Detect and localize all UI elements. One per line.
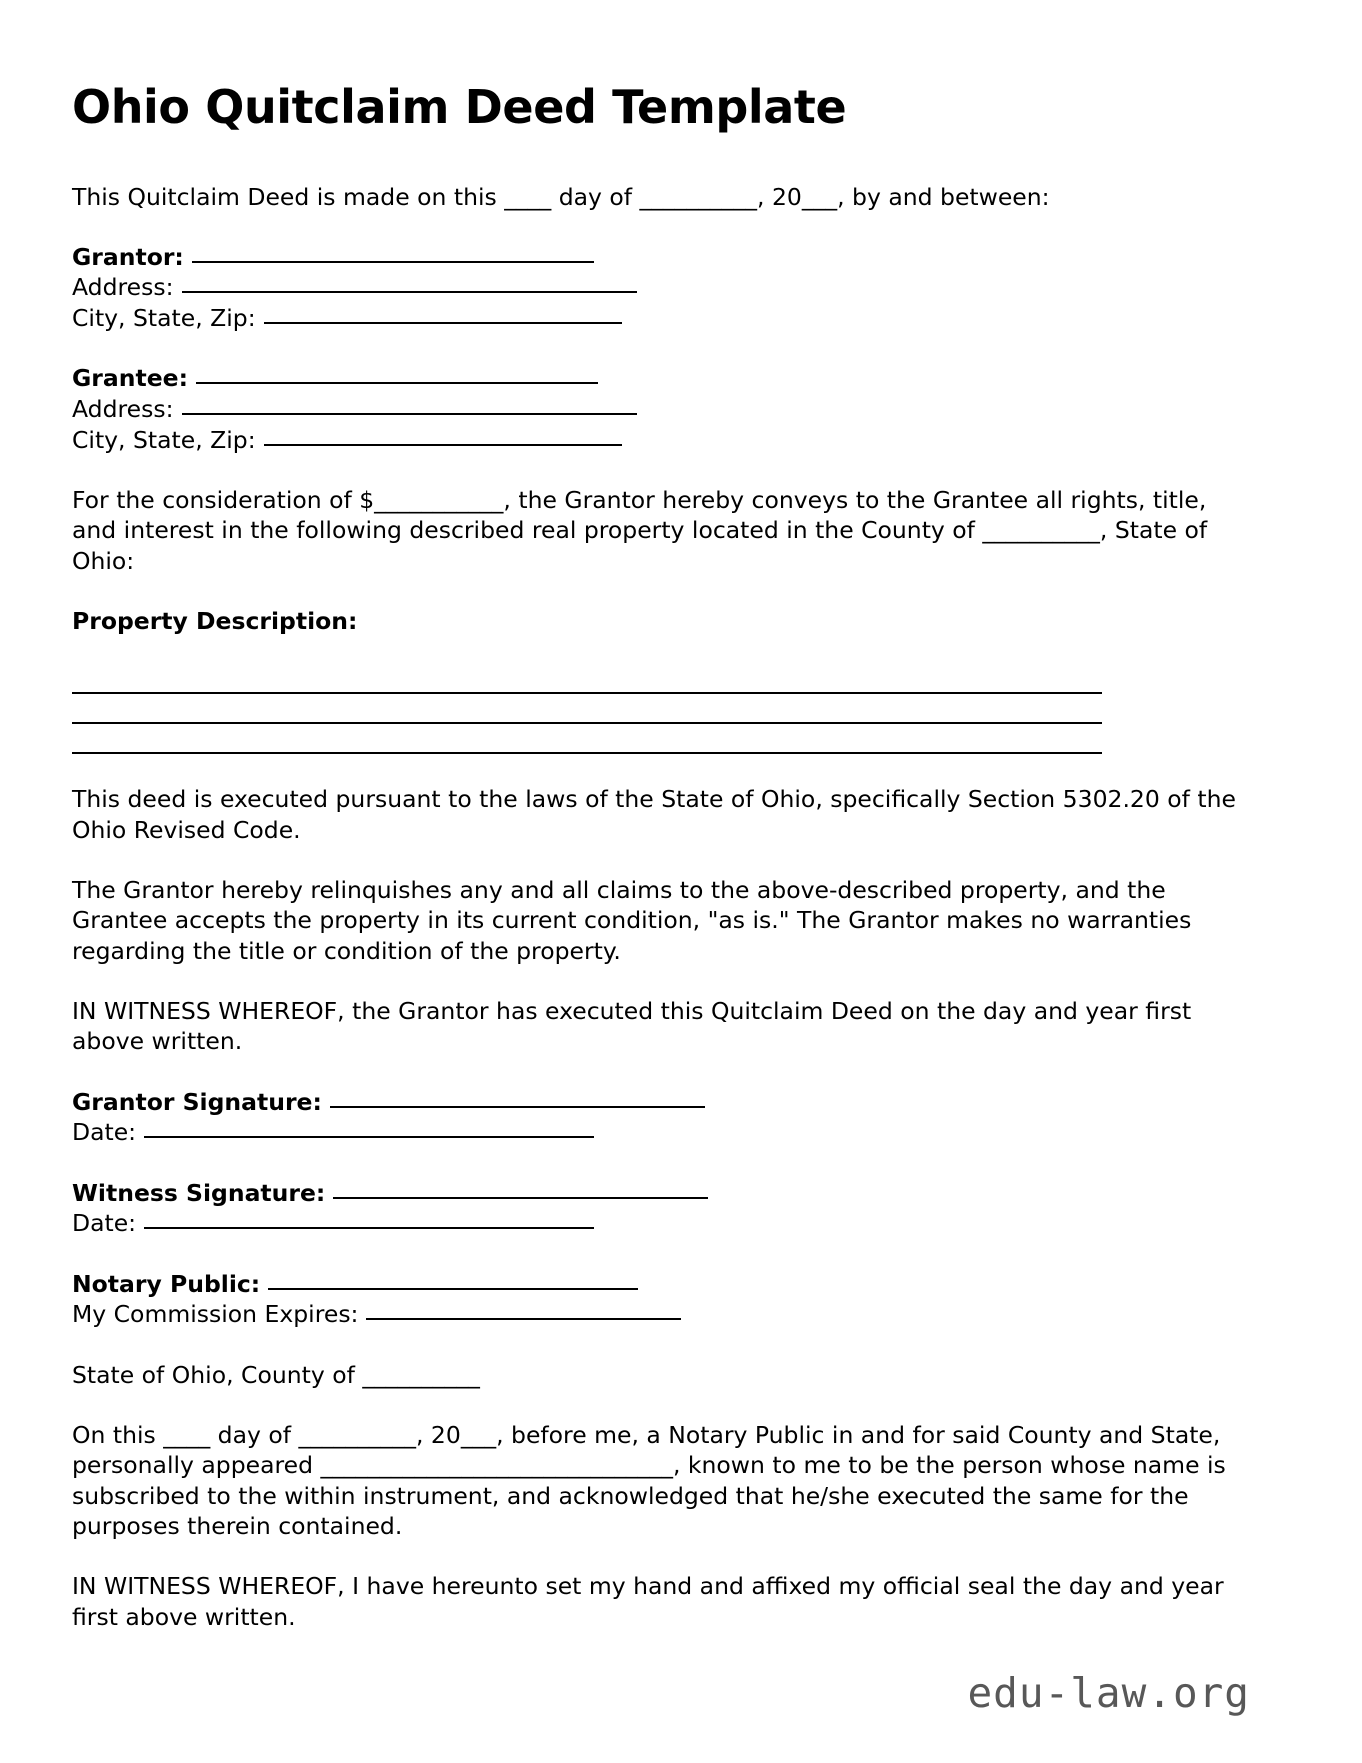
property-description-line-3[interactable]	[72, 752, 1102, 754]
grantor-address-input[interactable]	[182, 291, 637, 293]
grantee-citystatezip-label: City, State, Zip:	[72, 425, 256, 454]
property-description-line-2[interactable]	[72, 722, 1102, 724]
grantor-address-label: Address:	[72, 273, 174, 302]
witness-date-label: Date:	[72, 1209, 137, 1238]
witness-whereof-grantor-paragraph: IN WITNESS WHEREOF, the Grantor has executed this Quitclaim Deed on the day and year first above written.	[72, 996, 1192, 1056]
page-title: Ohio Quitclaim Deed Template	[72, 80, 847, 134]
grantor-name-input[interactable]	[192, 261, 594, 263]
witness-whereof-notary-paragraph: IN WITNESS WHEREOF, I have hereunto set my hand and affixed my official seal the day and year first above written.	[72, 1572, 1224, 1631]
grantor-address-row	[72, 272, 1244, 303]
witness-signature-row	[72, 1178, 1244, 1209]
relinquish-paragraph: The Grantor hereby relinquishes any and all claims to the above-described property, and the Grantee accepts the property in its current condition, "as is." The Grantor makes no warranties regarding the title or condition of the property.	[72, 875, 1192, 965]
witness-signature-block	[72, 1178, 1244, 1239]
notary-public-block	[72, 1269, 1244, 1330]
grantor-date-label: Date:	[72, 1118, 137, 1147]
notary-public-label: Notary Public:	[72, 1269, 261, 1298]
grantee-citystatezip-input[interactable]	[264, 444, 622, 446]
grantor-signature-block	[72, 1087, 1244, 1148]
property-description-heading: Property Description:	[72, 607, 358, 636]
grantee-address-row	[72, 394, 1244, 425]
grantor-signature-label: Grantor Signature:	[72, 1087, 322, 1116]
grantor-date-row	[72, 1117, 1244, 1148]
grantee-citystatezip-row	[72, 425, 1244, 456]
grantor-block	[72, 242, 1244, 334]
commission-expires-row	[72, 1299, 1244, 1330]
grantee-address-label: Address:	[72, 395, 174, 424]
grantor-citystatezip-row	[72, 303, 1244, 334]
grantor-name-row	[72, 242, 1244, 273]
grantee-name-row	[72, 363, 1244, 394]
grantor-signature-input[interactable]	[330, 1106, 705, 1108]
grantor-name-label: Grantor:	[72, 242, 184, 271]
grantor-date-input[interactable]	[144, 1136, 594, 1138]
grantee-name-label: Grantee:	[72, 364, 188, 393]
notary-acknowledgment-paragraph: On this ____ day of __________, 20___, before me, a Notary Public in and for said County and State, personally appeared ______________________________, known to me to be the person whose name is subscribed to the within instrument, and acknowledged that he/she executed the same for the purposes therein contained.	[72, 1421, 1226, 1541]
notary-public-row	[72, 1269, 1244, 1300]
notary-public-input[interactable]	[268, 1288, 638, 1290]
witness-signature-input[interactable]	[333, 1197, 708, 1199]
grantor-citystatezip-label: City, State, Zip:	[72, 303, 256, 332]
consideration-paragraph: For the consideration of $___________, the Grantor hereby conveys to the Grantee all rights, title, and interest in the following described real property located in the County of __________, State of Ohio:	[72, 486, 1208, 575]
statute-paragraph: This deed is executed pursuant to the laws of the State of Ohio, specifically Section 5302.20 of the Ohio Revised Code.	[72, 785, 1236, 844]
grantee-name-input[interactable]	[196, 382, 598, 384]
commission-expires-input[interactable]	[366, 1318, 681, 1320]
witness-date-row	[72, 1208, 1244, 1239]
witness-signature-label: Witness Signature:	[72, 1178, 326, 1207]
grantor-citystatezip-input[interactable]	[264, 322, 622, 324]
site-watermark: edu-law.org	[967, 1669, 1250, 1717]
property-description-lines	[72, 692, 1244, 754]
intro-paragraph: This Quitclaim Deed is made on this ____ day of __________, 20___, by and between:	[72, 182, 1050, 211]
property-description-line-1[interactable]	[72, 692, 1102, 694]
commission-expires-label: My Commission Expires:	[72, 1300, 359, 1329]
witness-date-input[interactable]	[144, 1227, 594, 1229]
notary-venue-line: State of Ohio, County of __________	[72, 1360, 480, 1389]
grantor-signature-row	[72, 1087, 1244, 1118]
grantee-address-input[interactable]	[182, 413, 637, 415]
grantee-block	[72, 363, 1244, 455]
